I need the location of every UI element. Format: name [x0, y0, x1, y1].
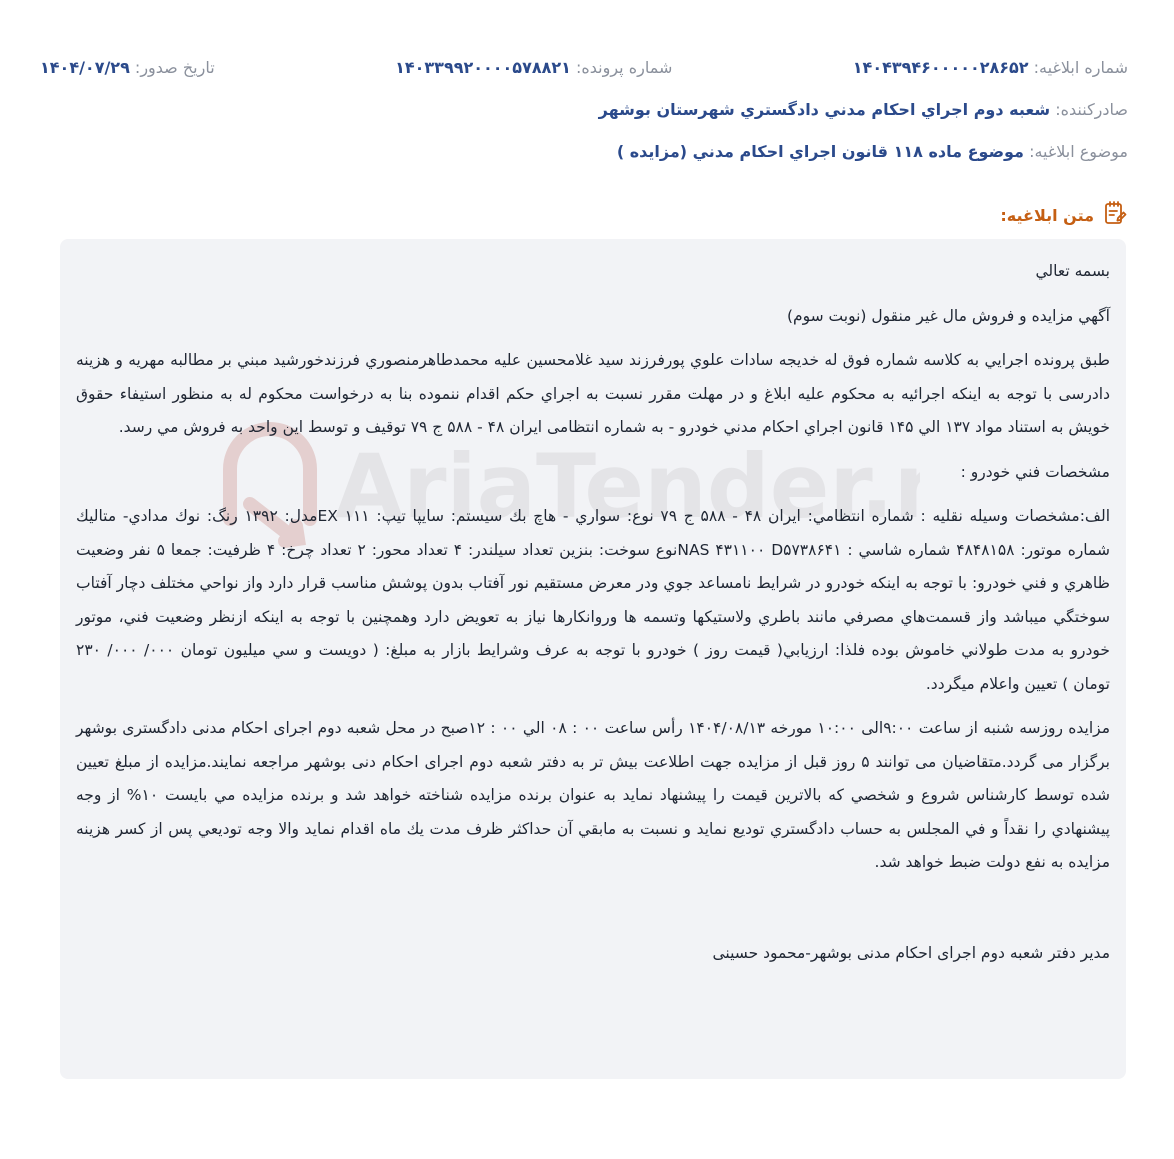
subject-value: موضوع ماده ۱۱۸ قانون اجراي احكام مدني (مزايده ) — [616, 142, 1024, 161]
text-paragraph-specs-heading: مشخصات فني خودرو : — [960, 462, 1110, 481]
text-paragraph-signature: مدیر دفتر شعبه دوم اجرای احکام مدنی بوشهر-محمود حسینی — [712, 943, 1110, 962]
text-paragraph-specs: الف:مشخصات وسيله نقليه : شماره انتظامي: ايران ۴۸ - ۵۸۸ ج ۷۹ نوع: سواري - هاچ بك سيستم: سايپا تيپ: ۱۱۱ EXمدل: ۱۳۹۲ رنگ: نوك مدادي- متاليك شماره موتور: ۴۸۴۸۱۵۸ شماره شاسي : NAS ۴۳۱۱۰۰ D۵۷۳۸۶۴۱نوع سوخت: بنزين تعداد سيلندر: ۴ تعداد محور: ۲ تعداد چرخ: ۴ ظرفيت: جمعا ۵ نفر وضعيت ظاهري و فني خودرو: با توجه به اينكه خودرو در شرايط نامساعد جوي ودر معرض مستقيم نور آفتاب بدون پوشش مناسب قرار دارد واز نواحي مختلف دچار آفتاب سوختگي ميباشد واز قسمت‌هاي مصرفي مانند باطري ولاستيكها وتسمه ها وروانكارها نياز به تعويض دارد وهمچنين با توجه به اينكه ازنظر وضعيت فني، موتور خودرو به مدت طولاني خاموش بوده فلذا: ارزيابي( قيمت روز ) خودرو با توجه به عرف وشرايط بازار به مبلغ: ( دويست و سي ميليون تومان ۰۰۰/ ۰۰۰/ ۲۳۰ تومان ) تعيين واعلام ميگردد. — [76, 507, 1111, 693]
watermark-text: AriaTender. — [335, 435, 894, 538]
notice-text-box — [60, 239, 1126, 1079]
text-paragraph-case: طبق پرونده اجرايي به كلاسه شماره فوق له خديجه سادات علوي پورفرزند سيد غلامحسين عليه محمدطاهرمنصوري فرزندخورشيد مبني بر مطالبه مهريه و هزينه دادرسی با توجه به اينكه اجرائيه به محكوم عليه ابلاغ و در مهلت مقرر نسبت به اجراي حكم اقدام ننموده بنا به درخواست محكوم له به منظور استيفاء حقوق خويش به استناد مواد ۱۳۷ الي ۱۴۵ قانون اجراي احكام مدني خودرو - به شماره انتظامی ايران ۴۸ - ۵۸۸ ج ۷۹ توقيف و توسط اين واحد به فروش مي رسد. — [76, 351, 1110, 436]
text-paragraph-title: آگهي مزايده و فروش مال غير منقول (نوبت سوم) — [786, 306, 1110, 325]
issuer-line — [599, 98, 1128, 122]
notice-number-value: ۱۴۰۴۳۹۴۶۰۰۰۰۰۲۸۶۵۲ — [852, 58, 1029, 77]
notice-text-heading — [1000, 200, 1128, 230]
issue-date-label: تاریخ صدور: — [134, 58, 215, 77]
issuer-label: صادرکننده: — [1055, 100, 1128, 119]
notice-number — [853, 56, 1128, 80]
subject-line — [617, 140, 1128, 164]
document-icon — [1102, 200, 1128, 230]
issue-date — [40, 56, 215, 80]
text-paragraph-salutation: بسمه تعالي — [1035, 262, 1110, 280]
case-number-value: ۱۴۰۳۳۹۹۲۰۰۰۰۵۷۸۸۲۱ — [395, 58, 571, 77]
subject-label: موضوع ابلاغیه: — [1029, 142, 1128, 161]
notice-text-heading-label: متن ابلاغیه: — [1000, 205, 1094, 225]
case-number-label: شماره پرونده: — [575, 58, 673, 77]
issuer-value: شعبه دوم اجراي احكام مدني دادگستري شهرستان بوشهر — [598, 100, 1051, 119]
text-paragraph-auction: مزایده روزسه شنبه از ساعت ۹:۰۰الی ۱۰:۰۰ مورخه ۱۴۰۴/۰۸/۱۳ رأس ساعت ۰۰ : ۰۸ الي ۰۰ : ۱۲صبح در محل شعبه دوم اجرای احکام مدنی دادگستری بوشهر برگزار می گردد.متقاضیان می توانند ۵ روز قبل از مزایده جهت اطلاعت بیش تر به دفتر شعبه دوم اجرای احکام دنی بوشهر مراجعه نمایند.مزايده از مبلغ تعيين شده توسط كارشناس شروع و شخصي كه بالاترين قيمت را پيشنهاد نمايد به عنوان برنده مزايده شناخته خواهد شد و برنده مزايده مي بايست ۱۰% از وجه پيشنهادي را نقداً و في المجلس به حساب دادگستري توديع نمايد و نسبت به مابقي آن حداكثر ظرف مدت يك ماه اقدام نمايد والا وجه توديعي پس از كسر هزينه مزايده به نفع دولت ضبط خواهد شد. — [76, 719, 1110, 871]
header-meta-row — [40, 56, 1128, 80]
notice-text-content — [76, 255, 1110, 970]
notice-number-label: شماره ابلاغیه: — [1033, 58, 1128, 77]
case-number — [395, 56, 672, 80]
issue-date-value: ۱۴۰۴/۰۷/۲۹ — [40, 58, 130, 77]
